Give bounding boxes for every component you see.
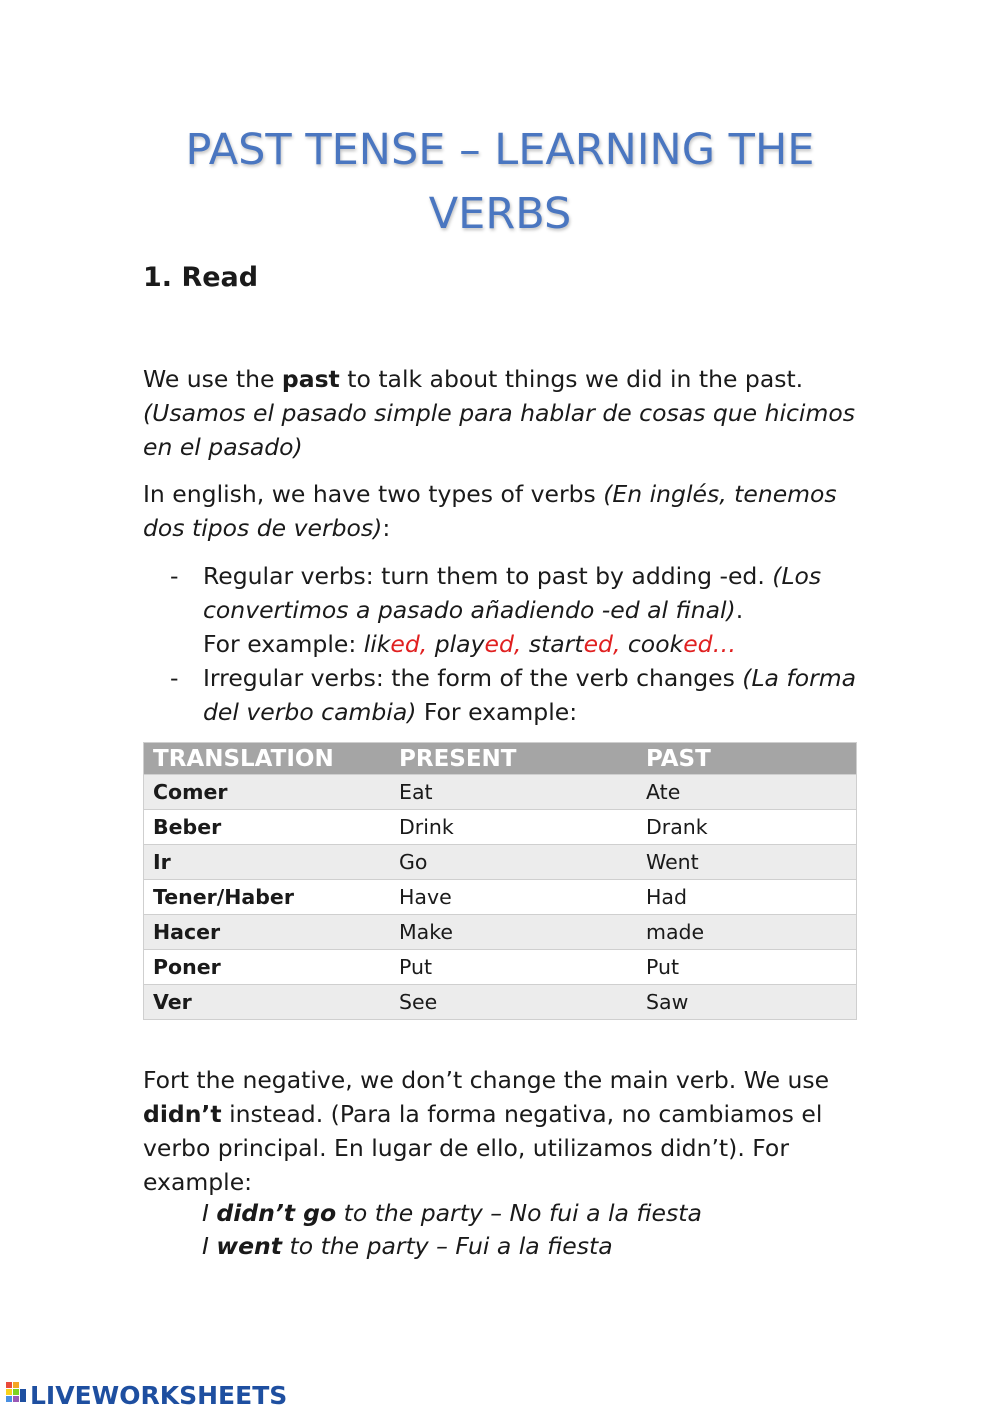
negative-text-1: Fort the negative, we don’t change the main verb. We use — [143, 1066, 830, 1094]
cell-past: Drank — [637, 810, 857, 845]
cell-translation: Comer — [144, 775, 391, 810]
cell-translation: Tener/Haber — [144, 880, 391, 915]
example-suffix: ed — [390, 630, 420, 658]
cell-translation: Poner — [144, 950, 391, 985]
example-stem: play — [434, 630, 485, 658]
negative-bold-didnt: didn’t — [143, 1100, 222, 1128]
cell-present: Have — [390, 880, 637, 915]
intro-text-1: We use the — [143, 365, 282, 393]
table-row — [144, 880, 857, 915]
table-row — [144, 845, 857, 880]
header-past: PAST — [637, 743, 857, 775]
example-post: to the party – No fui a la fiesta — [336, 1199, 702, 1227]
irregular-translation: (La forma del verbo cambia) — [203, 664, 857, 726]
regular-text: Regular verbs: turn them to past by adding -ed. — [203, 562, 773, 590]
example-separator: , — [612, 630, 628, 658]
irregular-after: For example: — [416, 698, 578, 726]
header-translation: TRANSLATION — [144, 743, 391, 775]
types-translation: (En inglés, tenemos dos tipos de verbos) — [143, 480, 837, 542]
title-line-2: VERBS — [428, 189, 572, 239]
table-header-row — [144, 743, 857, 775]
cell-past: Went — [637, 845, 857, 880]
example-suffix: ed — [583, 630, 613, 658]
negative-paragraph — [143, 1063, 863, 1199]
intro-translation: (Usamos el pasado simple para hablar de cosas que hicimos en el pasado) — [143, 399, 855, 461]
cell-past: Ate — [637, 775, 857, 810]
example-separator: , — [513, 630, 529, 658]
example-separator: , — [419, 630, 435, 658]
example-post: to the party – Fui a la fiesta — [282, 1232, 613, 1260]
cell-translation: Hacer — [144, 915, 391, 950]
brand-name: LIVEWORKSHEETS — [30, 1380, 288, 1410]
types-colon: : — [382, 514, 391, 542]
title-line-1: PAST TENSE – LEARNING THE — [185, 125, 815, 175]
cell-past: Put — [637, 950, 857, 985]
irregular-verbs-table — [143, 742, 857, 1020]
cell-present: Put — [390, 950, 637, 985]
page-title — [0, 118, 1000, 246]
table-row — [144, 915, 857, 950]
section-heading: 1. Read — [143, 262, 259, 293]
example-suffix: ed — [484, 630, 514, 658]
cell-past: made — [637, 915, 857, 950]
cell-present: See — [390, 985, 637, 1020]
irregular-text: Irregular verbs: the form of the verb changes — [203, 664, 743, 692]
cell-translation: Beber — [144, 810, 391, 845]
verb-types-list — [170, 559, 870, 729]
types-text: In english, we have two types of verbs — [143, 480, 604, 508]
example-sentence-affirmative — [202, 1232, 613, 1260]
example-bold: went — [216, 1232, 283, 1260]
example-sentence-negative — [202, 1199, 702, 1227]
cell-present: Drink — [390, 810, 637, 845]
example-bold: didn’t go — [216, 1199, 337, 1227]
table-row — [144, 950, 857, 985]
example-stem: cook — [627, 630, 684, 658]
regular-example-label: For example: — [203, 630, 364, 658]
example-suffix: ed… — [683, 630, 737, 658]
regular-translation: (Los convertimos a pasado añadiendo -ed al final) — [203, 562, 822, 624]
cell-present: Eat — [390, 775, 637, 810]
list-dash: - — [170, 562, 179, 590]
cell-translation: Ver — [144, 985, 391, 1020]
intro-text-2: to talk about things we did in the past. — [339, 365, 804, 393]
negative-text-2: instead. (Para la forma negativa, no cambiamos el verbo principal. En lugar de ello, utilizamos didn’t). For example: — [143, 1100, 823, 1196]
types-paragraph — [143, 477, 863, 545]
example-pre: I — [202, 1199, 217, 1227]
intro-bold-past: past — [281, 365, 340, 393]
regular-period: . — [735, 596, 744, 624]
example-pre: I — [202, 1232, 217, 1260]
regular-examples — [364, 630, 736, 658]
list-dash: - — [170, 664, 179, 692]
liveworksheets-logo-icon — [6, 1382, 28, 1408]
header-present: PRESENT — [390, 743, 637, 775]
example-stem: start — [528, 630, 584, 658]
list-item-irregular — [170, 661, 870, 729]
list-item-regular — [170, 559, 870, 661]
cell-present: Make — [390, 915, 637, 950]
cell-translation: Ir — [144, 845, 391, 880]
cell-past: Saw — [637, 985, 857, 1020]
table-row — [144, 775, 857, 810]
cell-present: Go — [390, 845, 637, 880]
table-row — [144, 810, 857, 845]
cell-past: Had — [637, 880, 857, 915]
liveworksheets-brand[interactable] — [6, 1380, 287, 1410]
table-row — [144, 985, 857, 1020]
intro-paragraph — [143, 362, 863, 464]
example-stem: lik — [363, 630, 391, 658]
